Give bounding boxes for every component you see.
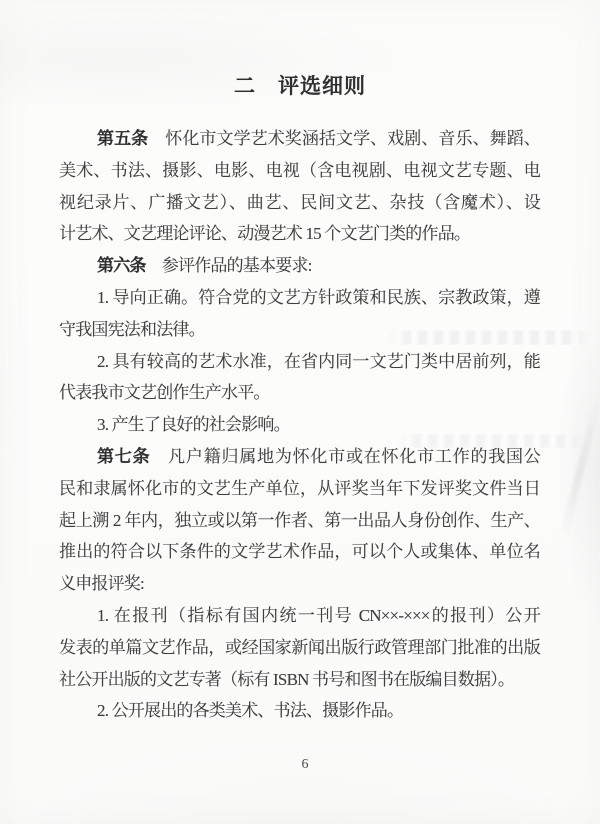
text-line — [59, 187, 540, 219]
text-line — [59, 536, 540, 568]
article-number: 第七条 — [97, 446, 151, 466]
text-line — [59, 568, 540, 600]
line-text: 怀化市文学艺术奖涵括文学、戏剧、音乐、舞蹈、 — [148, 129, 540, 148]
article-number: 第五条 — [97, 129, 149, 148]
line-text: 凡户籍归属地为怀化市或在怀化市工作的我国公 — [150, 446, 540, 466]
line-text: 美术、书法、摄影、电影、电视（含电视剧、电视文艺专题、电 — [59, 160, 540, 180]
line-text: 计艺术、文艺理论评论、动漫艺术 15 个文艺门类的作品。 — [59, 224, 471, 244]
line-text: 2. 具有较高的艺术水准，在省内同一文艺门类中居前列，能 — [97, 351, 540, 371]
line-text: 民和隶属怀化市的文艺生产单位，从评奖当年下发评奖文件当日 — [59, 478, 540, 498]
line-text: 社公开出版的文艺专著（标有 ISBN 书号和图书在版编目数据）。 — [59, 669, 515, 689]
line-text: 推出的符合以下条件的文学艺术作品，可以个人或集体、单位名 — [59, 542, 540, 562]
text-line — [59, 218, 540, 250]
text-line — [59, 123, 540, 155]
page-number: 6 — [301, 757, 309, 772]
line-text: 起上溯 2 年内，独立或以第一作者、第一出品人身份创作、生产、 — [59, 510, 540, 530]
article-number: 第六条 — [97, 256, 146, 276]
text-line — [59, 632, 540, 664]
section-title: 二 评选细则 — [234, 74, 366, 98]
line-text: 参评作品的基本要求: — [145, 256, 312, 276]
text-line — [59, 282, 540, 314]
line-text: 2. 公开展出的各类美术、书法、摄影作品。 — [97, 701, 404, 721]
line-text: 义申报评奖: — [59, 574, 144, 594]
text-line — [59, 346, 540, 378]
text-line — [59, 600, 540, 632]
text-line — [59, 314, 540, 346]
text-line — [59, 250, 540, 282]
text-line — [59, 473, 540, 505]
line-text: 代表我市文艺创作生产水平。 — [59, 383, 270, 403]
scan-streak-artifact — [558, 397, 600, 544]
text-line — [59, 664, 540, 696]
line-text: 3. 产生了良好的社会影响。 — [97, 415, 290, 435]
text-line — [59, 409, 540, 441]
text-line — [59, 441, 540, 473]
line-text: 守我国宪法和法律。 — [59, 319, 205, 339]
line-text: 1. 在报刊（指标有国内统一刊号 CN××-×××的报刊）公开 — [97, 605, 540, 625]
text-line — [59, 377, 540, 409]
document-lines — [59, 123, 540, 727]
line-text: 发表的单篇文艺作品，或经国家新闻出版行政管理部门批准的出版 — [59, 637, 540, 657]
line-text: 视纪录片、广播文艺）、曲艺、民间文艺、杂技（含魔术）、设 — [59, 192, 540, 212]
text-line — [59, 505, 540, 537]
text-line — [59, 155, 540, 187]
line-text: 1. 导向正确。符合党的文艺方针政策和民族、宗教政策，遵 — [97, 287, 540, 307]
text-line — [59, 695, 540, 727]
